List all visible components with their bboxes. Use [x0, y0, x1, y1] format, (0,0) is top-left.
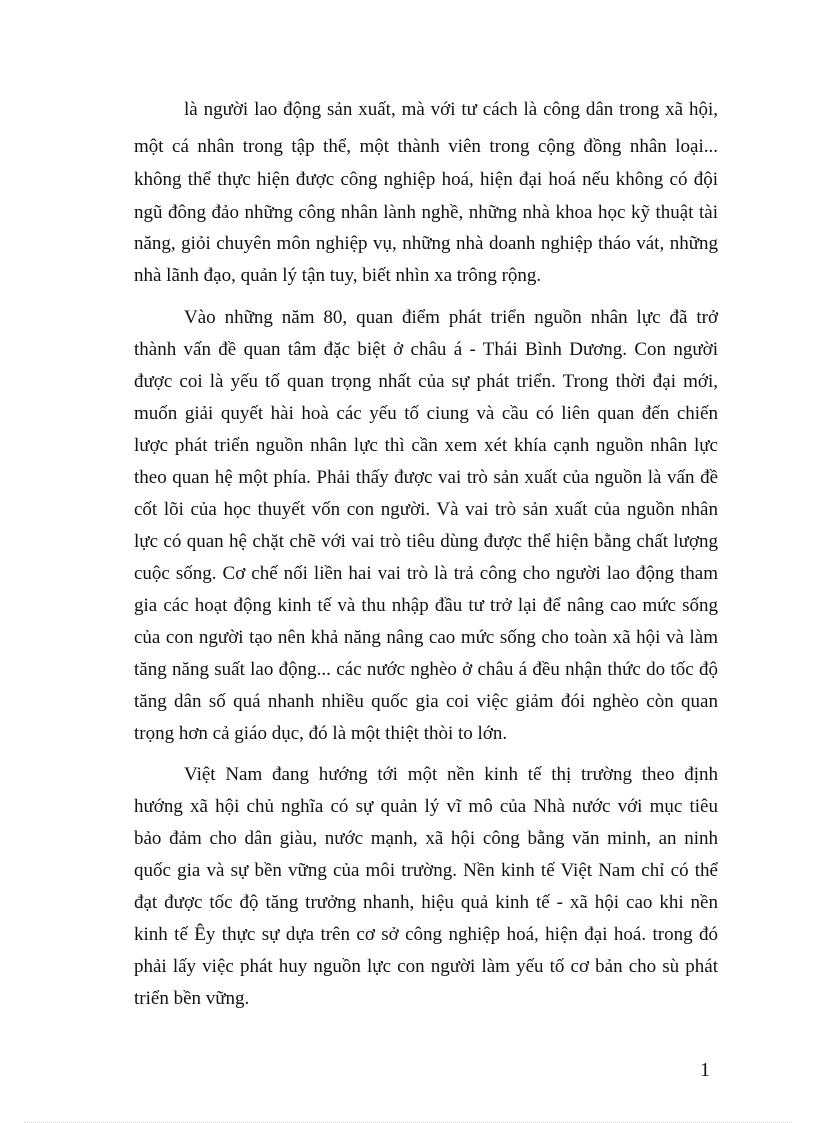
- text-line: nhà lãnh đạo, quản lý tận tuy, biết nhìn xa trông rộng.: [134, 265, 542, 286]
- text-line: Vào những năm 80, quan điểm phát triển nguồn nhân lực đã trở: [184, 307, 718, 328]
- text-line: cuộc sống. Cơ chế nối liền hai vai trò là trả công cho người lao động tham: [134, 563, 718, 584]
- text-line: của con người tạo nên khả năng nâng cao mức sống cho toàn xã hội và làm: [134, 627, 718, 648]
- text-line: lược phát triển nguồn nhân lực thì cần xem xét khía cạnh nguồn nhân lực: [134, 435, 718, 456]
- text-line: trọng hơn cả giáo dục, đó là một thiệt thòi to lớn.: [134, 723, 508, 744]
- text-line: Việt Nam đang hướng tới một nền kinh tế thị trường theo định: [184, 764, 718, 785]
- text-line: tăng năng suất lao động... các nước nghèo ở châu á đều nhận thức do tốc độ: [134, 659, 718, 680]
- text-line: quốc gia và sự bền vững của môi trường. Nền kinh tế Việt Nam chỉ có thể: [134, 860, 718, 881]
- text-line: cốt lõi của học thuyết vốn con người. Và vai trò sản xuất của nguồn nhân: [134, 499, 718, 520]
- text-line: kinh tế Êy thực sự dựa trên cơ sở công nghiệp hoá, hiện đại hoá. trong đó: [134, 924, 718, 945]
- text-line: năng, giỏi chuyên môn nghiệp vụ, những nhà doanh nghiệp tháo vát, những: [134, 233, 718, 254]
- text-line: bảo đảm cho dân giàu, nước mạnh, xã hội công bằng văn minh, an ninh: [134, 828, 718, 849]
- text-line: gia các hoạt động kinh tế và thu nhập đầu tư trở lại để nâng cao mức sống: [134, 595, 718, 616]
- text-line: theo quan hệ một phía. Phải thấy được vai trò sản xuất của nguồn là vấn đề: [134, 467, 718, 488]
- text-line: tăng dân số quá nhanh nhiều quốc gia coi việc giảm đói nghèo còn quan: [134, 691, 718, 712]
- text-line: không thể thực hiện được công nghiệp hoá, hiện đại hoá nếu không có đội: [134, 169, 718, 190]
- text-line: đạt được tốc độ tăng trưởng nhanh, hiệu quả kinh tế - xã hội cao khi nền: [134, 892, 718, 913]
- page-number: 1: [700, 1059, 710, 1081]
- text-line: phải lấy việc phát huy nguồn lực con người làm yếu tố cơ bản cho sù phát: [134, 956, 718, 977]
- text-line: một cá nhân trong tập thể, một thành viên trong cộng đồng nhân loại...: [134, 136, 718, 157]
- text-line: ngũ đông đảo những công nhân lành nghề, những nhà khoa học kỹ thuật tài: [134, 202, 718, 223]
- text-line: lực có quan hệ chặt chẽ với vai trò tiêu dùng được thể hiện bằng chất lượng: [134, 531, 718, 552]
- text-line: muốn giải quyết hài hoà các yếu tố ciung và cầu có liên quan đến chiến: [134, 403, 718, 424]
- text-line: thành vấn đề quan tâm đặc biệt ở châu á - Thái Bình Dương. Con người: [134, 339, 718, 360]
- text-line: được coi là yếu tố quan trọng nhất của sự phát triển. Trong thời đại mới,: [134, 371, 718, 392]
- text-line: hướng xã hội chủ nghĩa có sự quản lý vĩ mô của Nhà nước với mục tiêu: [134, 796, 718, 817]
- text-line: là người lao động sản xuất, mà với tư cách là công dân trong xã hội,: [184, 99, 718, 120]
- text-line: triển bền vững.: [134, 988, 250, 1009]
